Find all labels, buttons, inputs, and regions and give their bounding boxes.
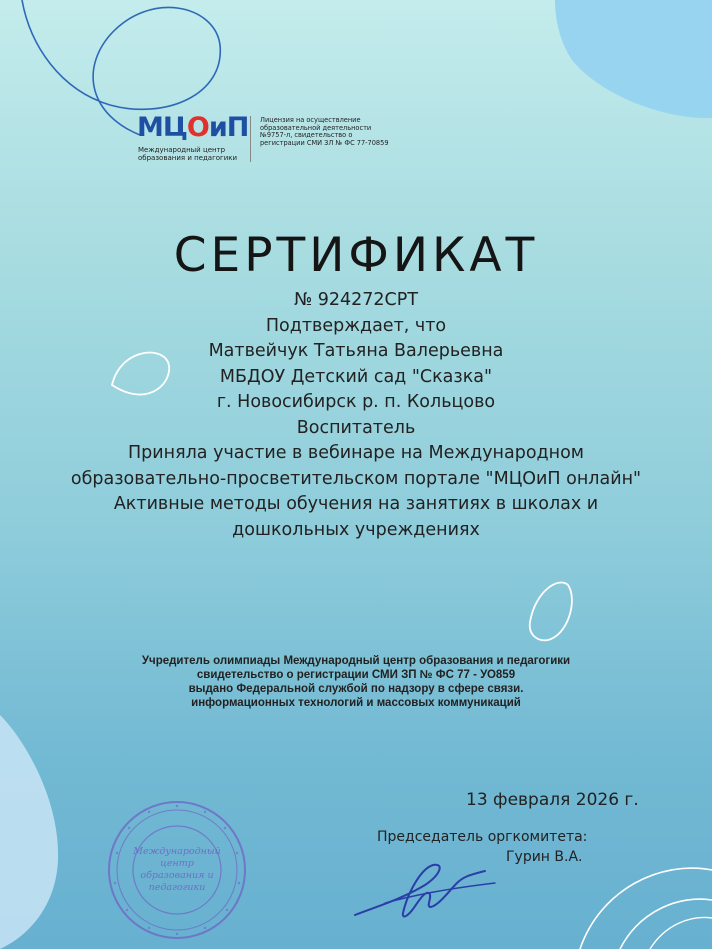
stamp-text-2: центр: [160, 858, 194, 869]
chair-name: Гурин В.А.: [506, 849, 583, 865]
recipient-organization: МБДОУ Детский сад "Сказка": [219, 366, 493, 387]
logo-divider: [250, 116, 251, 162]
bottom-left-blob: [0, 715, 58, 949]
chair-signature: [345, 845, 515, 925]
recipient-city: г. Новосибирск р. п. Кольцово: [216, 392, 496, 412]
organization-stamp: [105, 798, 250, 943]
leaf-outline-right: [530, 583, 572, 641]
founder-info: [100, 654, 612, 710]
chair-label: Председатель оргкомитета:: [377, 829, 588, 845]
participation-line-1: Приняла участие в вебинаре на Международном: [128, 443, 584, 463]
logo-subtitle: Международный центр образования и педагогики: [138, 146, 238, 162]
recipient-name: Матвейчук Татьяна Валерьевна: [208, 341, 504, 361]
founder-line-1: Учредитель олимпиады Международный центр образования и педагогики: [141, 655, 571, 667]
founder-line-3: выдано Федеральной службой по надзору в сфере связи.: [188, 683, 524, 695]
stamp-text-4: педагогики: [148, 882, 206, 893]
certificate-number: № 924272СРТ: [293, 290, 419, 310]
bottom-right-swirl-3: [650, 917, 712, 949]
bottom-right-swirl-1: [580, 868, 712, 949]
founder-line-4: информационных технологий и массовых коммуникаций: [191, 697, 521, 709]
certificate-title: СЕРТИФИКАТ: [173, 228, 539, 283]
license-text: Лицензия на осуществление образовательной деятельности №9757-л, свидетельство о регистрации СМИ ЗЛ № ФС 77-70859: [260, 116, 389, 147]
founder-line-2: свидетельство о регистрации СМИ ЗП № ФС 77 - УО859: [196, 669, 516, 681]
organization-logo: [137, 113, 387, 173]
certificate-body: [60, 288, 652, 543]
bottom-right-swirl-2: [620, 899, 712, 949]
logo-wordmark: МЦОиП: [137, 112, 249, 143]
stamp-text-3: образования и: [140, 870, 214, 881]
webinar-topic: Активные методы обучения на занятиях в школах и дошкольных учреждениях: [113, 494, 599, 540]
stamp-text-1: Международный: [133, 846, 221, 857]
participation-line-2: образовательно-просветительском портале "МЦОиП онлайн": [70, 468, 642, 489]
issue-date: 13 февраля 2026 г.: [466, 790, 639, 810]
recipient-position: Воспитатель: [296, 417, 416, 438]
top-right-blob: [555, 0, 712, 118]
confirms-text: Подтверждает, что: [265, 315, 447, 336]
